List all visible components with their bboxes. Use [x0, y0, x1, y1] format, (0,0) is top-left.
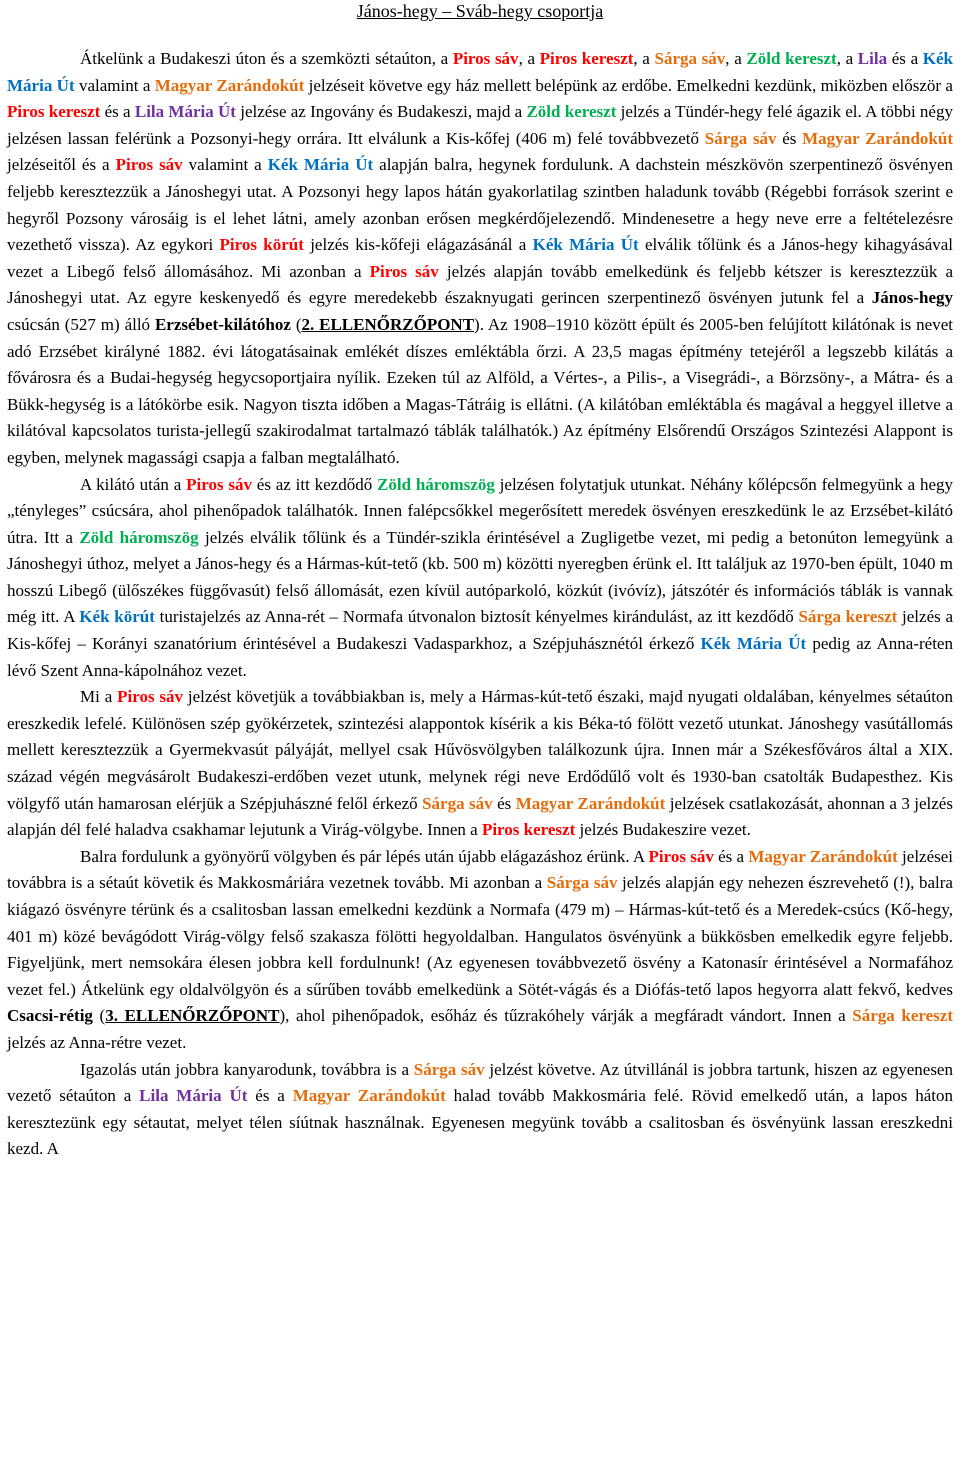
trail-marker-green: Zöld kereszt: [526, 102, 617, 122]
text-run: jelzése az Ingovány és Budakeszi, majd a: [235, 102, 527, 122]
paragraph: [7, 472, 953, 685]
text-run: és: [776, 128, 803, 148]
trail-marker-blue: Kék Mária Út: [532, 235, 639, 255]
text-run: elválik tőlünk és a János-hegy kihagyásával vezet a Libegő felső állomásához. Mi azonban a: [7, 235, 954, 281]
trail-marker-yellow: Sárga sáv: [422, 793, 493, 813]
text-run: A kilátó után a: [80, 474, 187, 494]
text-run: és a: [247, 1086, 293, 1106]
trail-marker-yellow: Sárga kereszt: [852, 1006, 953, 1026]
trail-marker-yellow: Magyar Zarándokút: [802, 128, 953, 148]
text-run: jelzés Budakeszire vezet.: [575, 820, 751, 840]
text-run: Igazolás után jobbra kanyarodunk, továbbra is a: [80, 1059, 414, 1079]
trail-marker-yellow: Sárga sáv: [546, 873, 618, 893]
trail-marker-purple: Lila Mária Út: [134, 102, 236, 122]
paragraph: [7, 1057, 953, 1163]
text-run: jelzés alapján tovább emelkedünk és feljebb kétszer is keresztezzük a Jánoshegyi utat. Az egyre keskenyedő és egyre meredekebb északnyugati gerincen szerpentinező ösvényen jutunk fel a: [7, 261, 953, 308]
text-run: Átkelünk a Budakeszi úton és a szemközti sétaúton, a: [80, 49, 453, 68]
trail-marker-yellow: Magyar Zarándokút: [292, 1086, 446, 1106]
text-run: (: [290, 314, 302, 334]
text-run: jelzés alapján egy nehezen észrevehető (!), balra kiágazó ösvényre térünk és a csalitosban lassan emelkedni kezdünk a Normafa (479 m) – Hármas-kút-tető és a Meredek-csúcs (Kő-hegy, 401 m) közé bevágódott Virág-völgy felső szakasza fölötti hegyoldalban. Hangulatos ösvényünk a bükkösben emelkedik egyre feljebb. Figyeljünk, mert nemsokára élesen jobbra kell fordulnunk! (Az egyenesen továbbvezető ösvény a Katonasír érintésével a Normafához vezet fel.) Átkelünk egy oldalvölgyön és a sűrűben tovább emelkedünk a Sötét-vágás és a Diófás-tető lapos hegyorra alatt fekvő, kedves: [7, 873, 953, 999]
place-name: János-hegy: [871, 288, 953, 308]
text-run: alapján balra, hegynek fordulunk. A dachstein mészkövön szerpentinező ösvényen feljebb keresztezzük a Jánoshegyi utat. A Pozsonyi hegy lapos hátán gyakorlatilag szintben haladunk tovább (Régebbi források szerint e hegyről Pozsony városáig is el lehet látni, amely azonban erősen megkérdőjelezendő. Mindenesetre a hegy neve erre a feltételezésre vezethető vissza). Az egykori: [7, 155, 953, 255]
trail-marker-blue: Kék Mária Út: [7, 49, 953, 95]
text-run: valamint a: [182, 155, 268, 175]
trail-marker-red: Piros kereszt: [7, 102, 101, 122]
trail-marker-purple: Lila Mária Út: [139, 1086, 248, 1106]
trail-marker-blue: Kék Mária Út: [267, 155, 374, 175]
text-run: jelzés elválik tőlünk és a Tündér-szikla érintésével a Zugligetbe vezet, mi pedig a betonúton lemegyünk a Jánoshegyi úthoz, melyet a János-hegy és a Hármas-kút-tető (kb. 500 m) közötti nyeregben érünk el. Itt találjuk az 1970-ben épült, 1040 m hosszú Libegő (ülőszékes függővasút) felső állomását, ezen kívül autóparkoló, közkút (ivóvíz), játszótér és információs táblák is vannak még itt. A: [7, 527, 953, 627]
trail-marker-red: Piros sáv: [115, 155, 183, 175]
checkpoint-label: 3. ELLENŐRZŐPONT: [105, 1006, 280, 1026]
trail-marker-red: Piros sáv: [648, 846, 714, 866]
paragraph: [7, 844, 953, 1057]
trail-marker-red: Piros sáv: [117, 687, 184, 707]
text-run: Mi a: [80, 687, 118, 707]
text-run: jelzések csatlakozását, ahonnan a 3 jelzés alapján dél felé haladva csakhamar lejutunk a Virág-völgybe. Innen a: [7, 793, 953, 840]
text-run: jelzéseitől és a: [7, 155, 116, 175]
text-run: jelzésen folytatjuk utunkat. Néhány kőlépcsőn felmegyünk a hegy „tényleges” csúcsára, ahol pihenőpadok találhatók. Innen falépcsőkkel megerősített meredek ösvényen ereszkedünk le az Erzsébet-kilátó útra. Itt a: [7, 474, 953, 547]
trail-marker-green: Zöld háromszög: [79, 527, 199, 547]
text-run: és a: [713, 846, 749, 866]
text-run: , a: [725, 49, 747, 68]
trail-marker-yellow: Sárga sáv: [654, 49, 726, 68]
text-run: jelzést követve. Az útvillánál is jobbra tartunk, hiszen az egyenesen vezető sétaúton a: [7, 1059, 953, 1106]
trail-marker-yellow: Sárga sáv: [704, 128, 777, 148]
text-run: jelzés a Kis-kőfej – Korányi szanatórium érintésével a Budakeszi Vadasparkhoz, a Szépjuhásznétól érkező: [7, 607, 954, 654]
text-run: Balra fordulunk a gyönyörű völgyben és pár lépés után újabb elágazáshoz érünk. A: [80, 846, 649, 866]
trail-marker-red: Piros sáv: [369, 261, 439, 281]
trail-marker-blue: Kék Mária Út: [700, 634, 807, 654]
trail-marker-green: Zöld háromszög: [377, 474, 495, 494]
trail-marker-yellow: Sárga kereszt: [798, 607, 898, 627]
checkpoint-label: 2. ELLENŐRZŐPONT: [301, 314, 475, 334]
trail-marker-red: Piros kereszt: [481, 820, 576, 840]
paragraph: [7, 684, 953, 844]
text-run: jelzés kis-kőfeji elágazásánál a: [303, 235, 533, 255]
trail-marker-red: Piros körút: [219, 235, 304, 255]
place-name: Erzsébet-kilátóhoz: [154, 314, 291, 334]
text-run: (: [92, 1006, 106, 1026]
trail-marker-yellow: Magyar Zarándokút: [515, 793, 666, 813]
text-run: és a: [887, 49, 923, 68]
trail-marker-yellow: Magyar Zarándokút: [154, 75, 305, 95]
text-run: jelzést követjük a továbbiakban is, mely a Hármas-kút-tető északi, majd nyugati oldalában, kényelmes sétaúton ereszkedik lefelé. Különösen szép gyökérzetek, szintezési alappontok kísérik a kis Béka-tó fölött vezető utunkat. Jánoshegy vasútállomás mellett keresztezzük a Gyermekvasút pályáját, mellyel csak Hűvösvölgyben találkozunk újra. Innen már a Székesfőváros által a XIX. század végén megvásárolt Budakeszi-erdőben vezet utunk, melynek régi neve Erdődűlő volt és 1930-ban csatolták Budapesthez. Kis völgyfő után hamarosan elérjük a Szépjuhászné felől érkező: [7, 687, 954, 813]
trail-marker-red: Piros kereszt: [539, 49, 634, 68]
text-run: ). Az 1908–1910 között épült és 2005-ben felújított kilátónak is nevet adó Erzsébet királyné 1882. évi látogatásainak emlékét díszes emléktábla őrzi. A 23,5 magas építmény tetejéről a legszebb kilátás a fővárosra és a Budai-hegység hegycsoportjaira nyílik. Ezeken túl az Alföld, a Vértes-, a Pilis-, a Visegrádi-, a Börzsöny-, a Mátra- és a Bükk-hegység is a látókörbe esik. Nagyon tiszta időben a Magas-Tátráig is ellátni. (A kilátóban emléktábla és magával a heggyel illetve a kilátóval kapcsolatos turista-jellegű szakirodalmat tartalmazó táblák találhatók.) Az építmény Elsőrendű Országos Szintezési Alappont is egyben, melynek magassági csapja a falban megtalálható.: [7, 314, 953, 467]
text-run: , a: [633, 49, 655, 68]
text-run: jelzései továbbra is a sétaút követik és Makkosmáriára vezetnek tovább. Mi azonban a: [7, 846, 954, 893]
trail-marker-green: Zöld kereszt: [746, 49, 837, 68]
text-run: halad tovább Makkosmária felé. Rövid emelkedő után, a lapos háton keresztezünk egy sétautat, melyet télen síútnak használnak. Egyenesen megyünk tovább a csalitosban és ösvényünk lassan ereszkedni kezd. A: [7, 1086, 953, 1159]
trail-marker-purple: Lila: [857, 49, 888, 68]
text-run: jelzés a Tündér-hegy felé ágazik el. A többi négy jelzésen lassan felérünk a Pozsonyi-hegy orrára. Itt elválunk a Kis-kőfej (406 m) felé továbbvezető: [7, 102, 953, 148]
text-run: , a: [518, 49, 540, 68]
text-run: és az itt kezdődő: [251, 474, 378, 494]
text-run: , a: [836, 49, 858, 68]
trail-marker-red: Piros sáv: [452, 49, 519, 68]
text-run: jelzéseit követve egy ház mellett belépünk az erdőbe. Emelkedni kezdünk, miközben először a: [304, 75, 953, 95]
text-run: csúcsán (527 m) álló: [7, 314, 155, 334]
text-run: ), ahol pihenőpadok, esőház és tűzrakóhely várják a megfáradt vándort. Innen a: [279, 1006, 853, 1026]
text-run: és: [492, 793, 516, 813]
paragraph: [7, 46, 953, 472]
trail-marker-red: Piros sáv: [186, 474, 252, 494]
text-run: pedig az Anna-réten lévő Szent Anna-kápolnához vezet.: [7, 634, 953, 680]
text-run: jelzés az Anna-rétre vezet.: [7, 1032, 187, 1052]
trail-marker-blue: Kék körút: [79, 607, 155, 627]
text-run: és a: [100, 102, 135, 122]
text-run: turistajelzés az Anna-rét – Normafa útvonalon biztosít kényelmes kirándulást, az itt kezdődő: [154, 607, 799, 627]
page-title: János-hegy – Sváb-hegy csoportja: [356, 1, 604, 21]
trail-marker-yellow: Magyar Zarándokút: [748, 846, 898, 866]
trail-marker-yellow: Sárga sáv: [413, 1059, 485, 1079]
text-run: valamint a: [74, 75, 155, 95]
place-name: Csacsi-rétig: [7, 1006, 93, 1026]
